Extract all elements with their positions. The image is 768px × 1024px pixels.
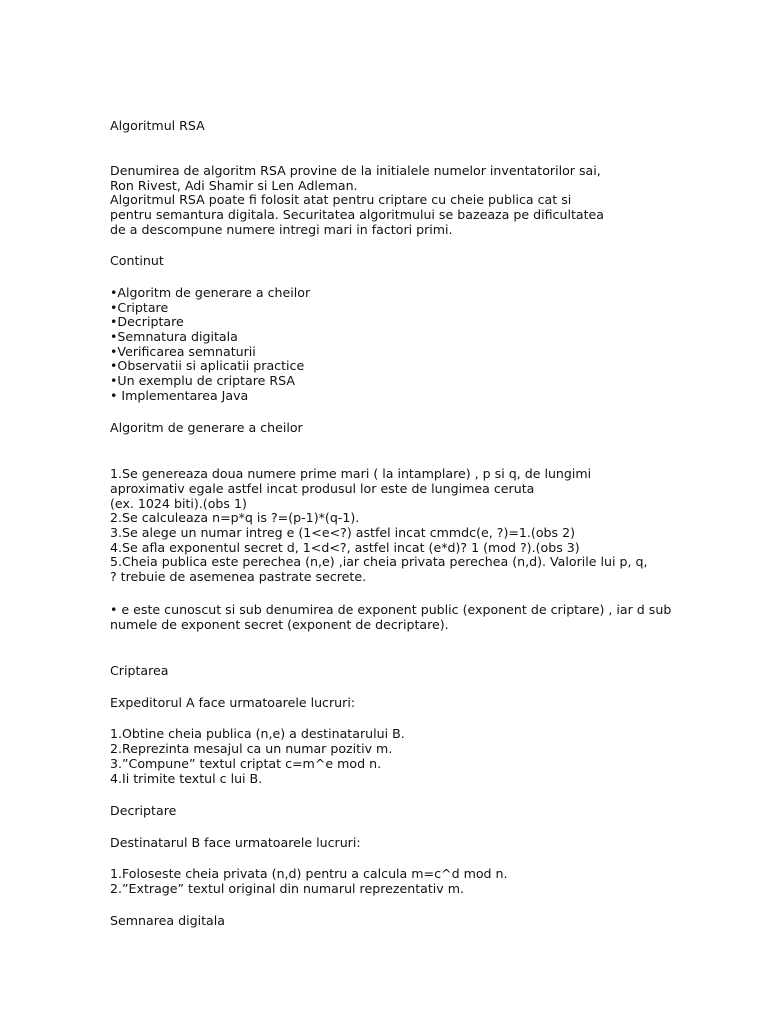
contents-item: •Un exemplu de criptare RSA [110,373,295,388]
keygen-note-line: • e este cunoscut si sub denumirea de exponent public (exponent de criptare) , iar d sub [110,602,672,617]
keygen-note-line: numele de exponent secret (exponent de decriptare). [110,617,449,632]
intro-line: Denumirea de algoritm RSA provine de la initialele numelor inventatorilor sai, [110,163,601,178]
intro-line: Ron Rivest, Adi Shamir si Len Adleman. [110,178,358,193]
decrypt-heading: Decriptare [110,803,177,818]
sign-heading: Semnarea digitala [110,913,225,928]
keygen-step-line: 5.Cheia publica este perechea (n,e) ,iar cheia privata perechea (n,d). Valorile lui p, q, [110,554,648,569]
keygen-step-line: 4.Se afla exponentul secret d, 1<d<?, astfel incat (e*d)? 1 (mod ?).(obs 3) [110,540,580,555]
encrypt-step: 1.Obtine cheia publica (n,e) a destinatarului B. [110,726,405,741]
encrypt-step: 3.”Compune” textul criptat c=m^e mod n. [110,756,382,771]
intro-line: pentru semantura digitala. Securitatea algoritmului se bazeaza pe dificultatea [110,207,604,222]
contents-item: •Criptare [110,300,169,315]
keygen-step-line: 1.Se genereaza doua numere prime mari ( la intamplare) , p si q, de lungimi [110,466,592,481]
encrypt-step: 4.Ii trimite textul c lui B. [110,771,263,786]
intro-line: Algoritmul RSA poate fi folosit atat pentru criptare cu cheie publica cat si [110,192,572,207]
keygen-step-line: 3.Se alege un numar intreg e (1<e<?) astfel incat cmmdc(e, ?)=1.(obs 2) [110,525,576,540]
decrypt-step: 1.Foloseste cheia privata (n,d) pentru a calcula m=c^d mod n. [110,866,508,881]
contents-item: •Algoritm de generare a cheilor [110,285,311,300]
contents-item: •Observatii si aplicatii practice [110,358,305,373]
contents-item: •Semnatura digitala [110,329,238,344]
keygen-step-line: aproximativ egale astfel incat produsul lor este de lungimea ceruta [110,481,535,496]
intro-line: de a descompune numere intregi mari in factori primi. [110,222,453,237]
contents-item: •Decriptare [110,314,184,329]
keygen-heading: Algoritm de generare a cheilor [110,420,303,435]
contents-heading: Continut [110,253,164,268]
document-title: Algoritmul RSA [110,118,205,133]
encrypt-intro: Expeditorul A face urmatoarele lucruri: [110,695,356,710]
decrypt-step: 2.”Extrage” textul original din numarul reprezentativ m. [110,881,465,896]
decrypt-intro: Destinatarul B face urmatoarele lucruri: [110,835,361,850]
encrypt-step: 2.Reprezinta mesajul ca un numar pozitiv m. [110,741,393,756]
keygen-step-line: 2.Se calculeaza n=p*q is ?=(p-1)*(q-1). [110,510,360,525]
keygen-step-line: ? trebuie de asemenea pastrate secrete. [110,569,367,584]
contents-item: • Implementarea Java [110,388,249,403]
keygen-step-line: (ex. 1024 biti).(obs 1) [110,496,247,511]
contents-item: •Verificarea semnaturii [110,344,256,359]
encrypt-heading: Criptarea [110,663,169,678]
